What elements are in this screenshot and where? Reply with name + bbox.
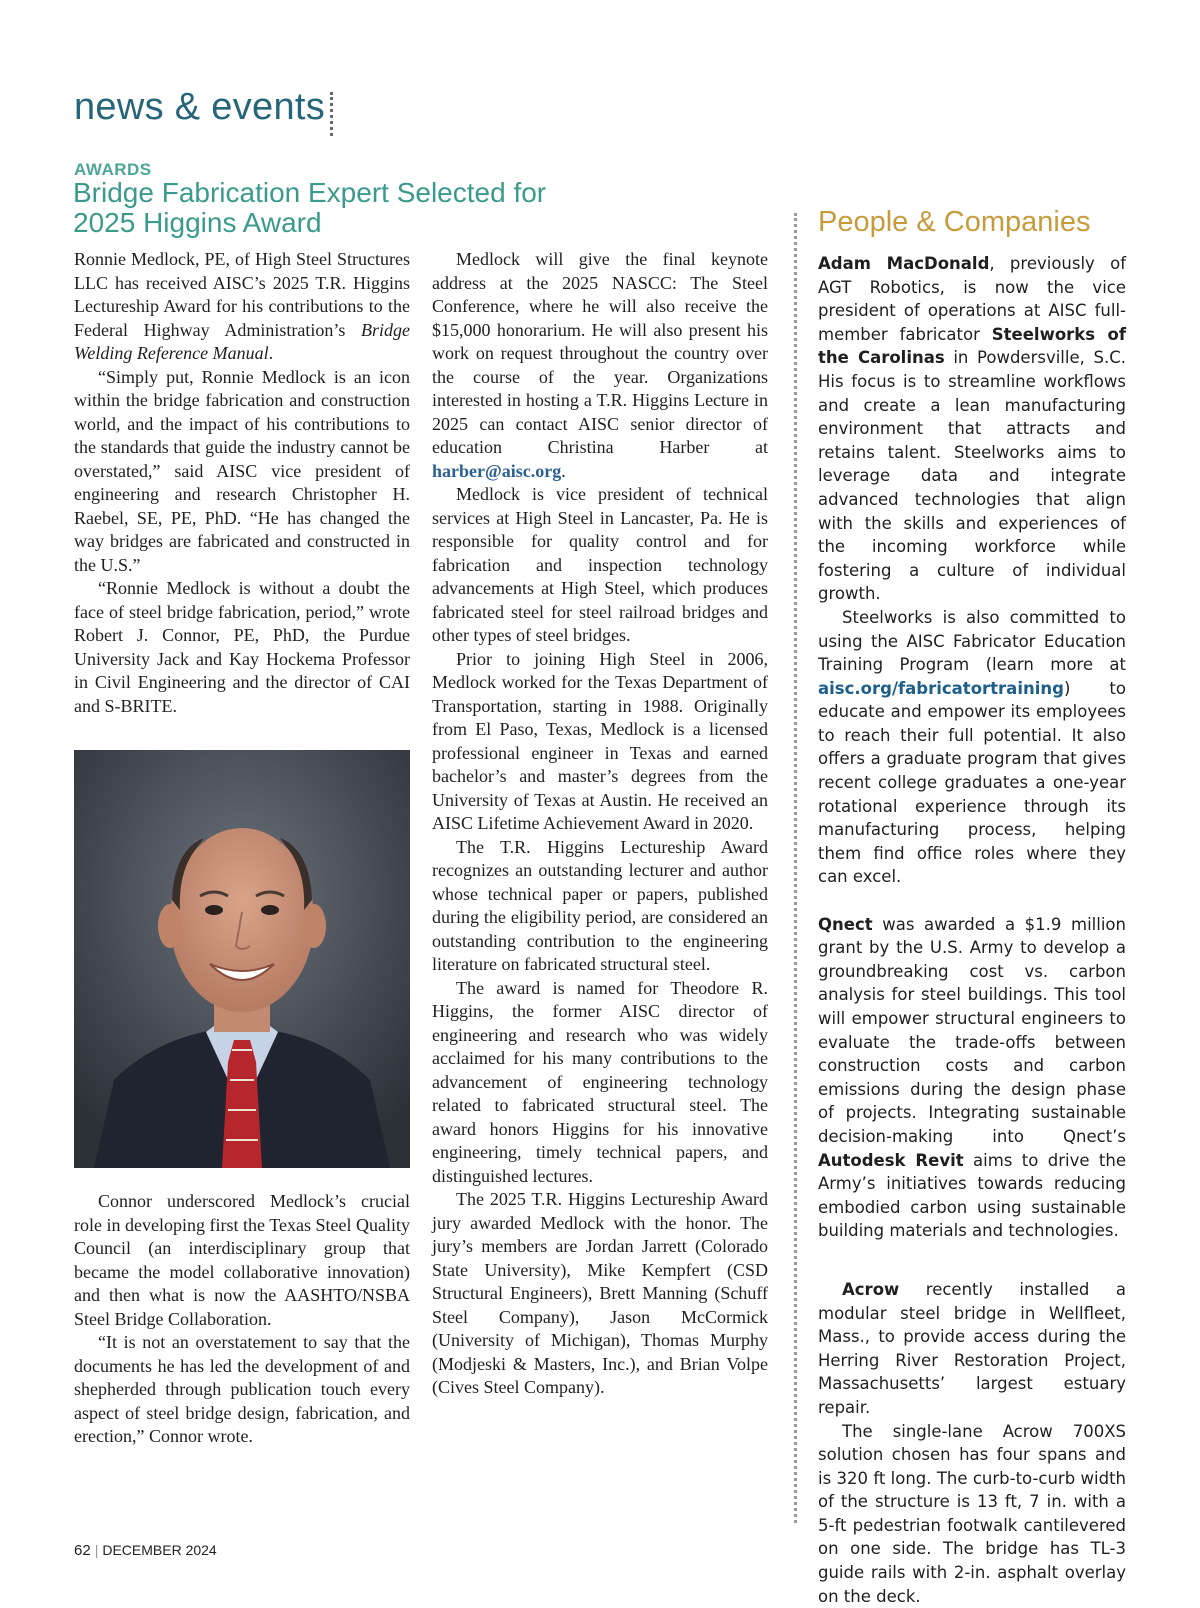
section-title: news & events [74, 86, 325, 129]
footer-separator: | [91, 1542, 103, 1558]
sidebar-paragraph: The single-lane Acrow 700XS solution chosen has four spans and is 320 ft long. The curb-to-curb width of the structure is 13 ft, 7 in. with a 5-ft pedestrian footwalk cantilevered on one side. The bridge has TL-3 guide rails with 2-in. asphalt overlay on the deck. [818, 1420, 1126, 1608]
manual-title: Bridge Welding Reference Manual [74, 320, 410, 364]
article-paragraph: Prior to joining High Steel in 2006, Medlock worked for the Texas Department of Transportation, starting in 1988. Originally from El Paso, Texas, Medlock is a licensed professional engineer in Texas and earned bachelor’s and master’s degrees from the University of Texas at Austin. He received an AISC Lifetime Achievement Award in 2020. [432, 648, 768, 836]
email-link[interactable]: harber@aisc.org [432, 461, 561, 481]
article-paragraph: “It is not an overstatement to say that the documents he has led the development of and shepherded through publication touch every aspect of steel bridge design, fabrication, and erection,” Connor wrote. [74, 1331, 410, 1449]
sidebar-paragraph [818, 252, 1126, 606]
paragraph-text: , previously of AGT Robotics, is now the vice president of operations at AISC full-member fabricator [818, 254, 1126, 344]
article-paragraph: “Ronnie Medlock is without a doubt the face of steel bridge fabrication, period,” wrote Robert J. Connor, PE, PhD, the Purdue University Jack and Kay Hockema Professor in Civil Engineering and the director of CAI and S-BRITE. [74, 577, 410, 718]
headline-line-2: 2025 Higgins Award [73, 208, 633, 238]
paragraph-text: Steelworks is also committed to using the AISC Fabricator Education Training Program (learn more at [818, 608, 1126, 674]
paragraph-text: . [269, 343, 274, 363]
headline-line-1: Bridge Fabrication Expert Selected for [73, 178, 633, 208]
article-column-2 [432, 248, 768, 1400]
company-name: Steelworks of the Carolinas [818, 325, 1126, 368]
article-paragraph [74, 248, 410, 366]
portrait-illustration [74, 750, 410, 1168]
paragraph-text: was awarded a $1.9 million grant by the U.S. Army to develop a groundbreaking cost vs. carbon analysis for steel buildings. This tool will empower structural engineers to evaluate the trade-offs between construction costs and carbon emissions during the design phase of projects. Integrating sustainable decision-making into Qnect’s [818, 915, 1126, 1146]
article-paragraph: Medlock is vice president of technical services at High Steel in Lancaster, Pa. He is responsible for quality control and for fabrication and inspection technology advancements at High Steel, which produces fabricated steel for steel railroad bridges and other types of steel bridges. [432, 483, 768, 648]
paragraph-text: . [561, 461, 566, 481]
page-footer [74, 1542, 217, 1559]
training-link[interactable]: aisc.org/fabricatortraining [818, 679, 1064, 698]
paragraph-text: aims to drive the Army’s initiatives towards reducing embodied carbon using sustainable building materials and technologies. [818, 1151, 1126, 1241]
company-name: Acrow [842, 1280, 899, 1299]
paragraph-text: Ronnie Medlock, PE, of High Steel Structures LLC has received AISC’s 2025 T.R. Higgins Lectureship Award for his contributions to the Federal Highway Administration’s [74, 249, 410, 340]
sidebar-column [818, 252, 1126, 1608]
article-paragraph: Connor underscored Medlock’s crucial role in developing first the Texas Steel Quality Council (an interdisciplinary group that became the model collaborative innovation) and then what is now the AASHTO/NSBA Steel Bridge Collaboration. [74, 1190, 410, 1331]
page-number: 62 [74, 1542, 91, 1559]
sidebar-paragraph [818, 913, 1126, 1243]
paragraph-text: in Powdersville, S.C. His focus is to streamline workflows and create a lean manufacturing environment that attracts and retains talent. Steelworks aims to leverage data and integrate advanced technologies that align with the skills and experiences of the incoming workforce while fostering a culture of individual growth. [818, 348, 1126, 603]
sidebar-divider [794, 213, 797, 1523]
issue-date: DECEMBER 2024 [102, 1542, 216, 1558]
article-paragraph: The 2025 T.R. Higgins Lectureship Award jury awarded Medlock with the honor. The jury’s members are Jordan Jarrett (Colorado State University), Mike Kempfert (CSD Structural Engineers), Brett Manning (Schuff Steel Company), Jason McCormick (University of Michigan), Thomas Murphy (Modjeski & Masters, Inc.), and Brian Volpe (Cives Steel Company). [432, 1188, 768, 1400]
article-column-1-continued [74, 1190, 410, 1449]
article-headline [73, 178, 633, 238]
sidebar-paragraph [818, 1278, 1126, 1420]
article-kicker: AWARDS [74, 160, 152, 180]
person-name: Adam MacDonald [818, 254, 989, 273]
article-paragraph [432, 248, 768, 483]
paragraph-text: ) to educate and empower its employees to reach their full potential. It also offers a graduate program that gives recent college graduates a one-year rotational experience through its manufacturing process, helping them find office roles where they can excel. [818, 679, 1126, 887]
paragraph-text: recently installed a modular steel bridge in Wellfleet, Mass., to provide access during the Herring River Restoration Project, Massachusetts’ largest estuary repair. [818, 1280, 1126, 1417]
article-paragraph: The award is named for Theodore R. Higgins, the former AISC director of engineering and research who was widely acclaimed for his many contributions to the advancement of engineering technology related to fabricated structural steel. The award honors Higgins for his innovative engineering, timely technical papers, and distinguished lectures. [432, 977, 768, 1189]
paragraph-text: Medlock will give the final keynote address at the 2025 NASCC: The Steel Conference, where he will also receive the $15,000 honorarium. He will also present his work on request throughout the country over the course of the year. Organizations interested in hosting a T.R. Higgins Lecture in 2025 can contact AISC senior director of education Christina Harber at [432, 249, 768, 457]
company-name: Qnect [818, 915, 873, 934]
sidebar-paragraph [818, 606, 1126, 889]
sidebar-title: People & Companies [818, 206, 1090, 239]
section-title-divider [330, 92, 333, 136]
portrait-photo [74, 750, 410, 1168]
article-paragraph: The T.R. Higgins Lectureship Award recognizes an outstanding lecturer and author whose technical paper or papers, published during the eligibility period, are considered an outstanding contribution to the engineering literature on fabricated structural steel. [432, 836, 768, 977]
article-column-1 [74, 248, 410, 718]
article-paragraph: “Simply put, Ronnie Medlock is an icon within the bridge fabrication and construction world, and the impact of his contributions to the standards that guide the industry cannot be overstated,” said AISC vice president of engineering and research Christopher H. Raebel, SE, PE, PhD. “He has changed the way bridges are fabricated and constructed in the U.S.” [74, 366, 410, 578]
product-name: Autodesk Revit [818, 1151, 964, 1170]
